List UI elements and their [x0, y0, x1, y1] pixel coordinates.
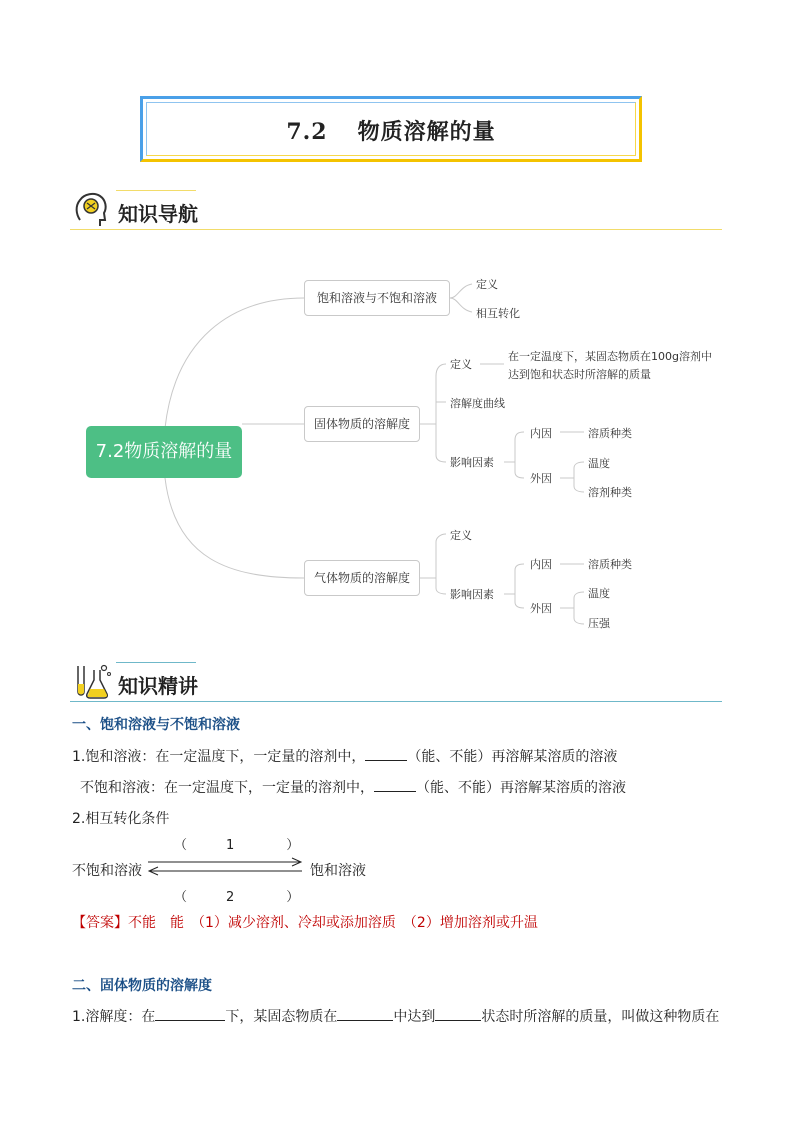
mindmap-leaf: 定义 — [476, 278, 498, 291]
text-segment: 状态时所溶解的质量，叫做这种物质在 — [481, 1009, 720, 1025]
conversion-condition-1: （ 1 ） — [174, 838, 300, 853]
mindmap-leaf: 溶质种类 — [588, 558, 632, 571]
conversion-arrows — [146, 856, 304, 876]
mindmap-leaf: 溶解度曲线 — [450, 397, 505, 410]
title-text: 物质溶解的量 — [357, 120, 496, 145]
heading-solubility: 二、固体物质的溶解度 — [72, 978, 212, 994]
answer-line — [72, 912, 538, 932]
answer-text: 不能 能 （1）减少溶剂、冷却或添加溶质 （2）增加溶剂或升温 — [128, 915, 538, 931]
answer-tag: 【答案】 — [72, 915, 128, 931]
mindmap-branch-saturated: 饱和溶液与不饱和溶液 — [304, 280, 450, 316]
text-line-3: 2.相互转化条件 — [72, 811, 170, 827]
conversion-condition-2: （ 2 ） — [174, 890, 300, 905]
mindmap-branch-gas: 气体物质的溶解度 — [304, 560, 420, 596]
conversion-left: 不饱和溶液 — [72, 863, 142, 879]
title-number: 7.2 — [286, 119, 328, 145]
mindmap-leaf: 压强 — [588, 617, 610, 630]
fill-blank[interactable] — [374, 777, 416, 792]
text-segment: （能、不能）再溶解某溶质的溶液 — [416, 780, 626, 796]
mindmap-leaf: 溶剂种类 — [588, 486, 632, 499]
conversion-right: 饱和溶液 — [310, 863, 366, 879]
heading-saturated: 一、饱和溶液与不饱和溶液 — [72, 717, 240, 733]
flask-icon — [72, 662, 112, 700]
mindmap-branch-solid: 固体物质的溶解度 — [304, 406, 420, 442]
section-label-lecture: 知识精讲 — [118, 674, 198, 698]
mindmap-leaf: 温度 — [588, 587, 610, 600]
mindmap-leaf: 外因 — [530, 602, 552, 615]
fill-blank[interactable] — [435, 1006, 481, 1021]
mindmap-leaf: 外因 — [530, 472, 552, 485]
text-segment: 1.饱和溶液：在一定温度下，一定量的溶剂中， — [72, 749, 366, 765]
section-label-navigation: 知识导航 — [118, 202, 198, 226]
mindmap-leaf: 溶质种类 — [588, 427, 632, 440]
text-segment: 中达到 — [393, 1009, 436, 1025]
mindmap-leaf-text: 达到饱和状态时所溶解的质量 — [508, 368, 651, 381]
mindmap-root: 7.2物质溶解的量 — [86, 426, 242, 478]
mindmap-leaf: 温度 — [588, 457, 610, 470]
text-line-4 — [72, 1006, 719, 1026]
section-header-lecture — [70, 662, 722, 702]
text-segment: （能、不能）再溶解某溶质的溶液 — [407, 749, 618, 765]
text-segment: 1.溶解度：在 — [72, 1009, 156, 1025]
mindmap-leaf: 影响因素 — [450, 456, 494, 469]
text-segment: 下，某固态物质在 — [225, 1009, 338, 1025]
fill-blank[interactable] — [155, 1006, 225, 1021]
fill-blank[interactable] — [365, 746, 407, 761]
mindmap-leaf: 内因 — [530, 427, 552, 440]
mindmap-leaf: 内因 — [530, 558, 552, 571]
fill-blank[interactable] — [337, 1006, 393, 1021]
text-segment: 不饱和溶液：在一定温度下，一定量的溶剂中， — [80, 780, 374, 796]
mindmap-leaf: 定义 — [450, 529, 472, 542]
text-line-1 — [72, 746, 617, 766]
mindmap-leaf: 影响因素 — [450, 588, 494, 601]
mindmap-leaf-text: 在一定温度下，某固态物质在100g溶剂中 — [508, 350, 712, 363]
text-line-2 — [80, 777, 626, 797]
mindmap-leaf: 相互转化 — [476, 307, 520, 320]
mindmap-leaf: 定义 — [450, 358, 472, 371]
